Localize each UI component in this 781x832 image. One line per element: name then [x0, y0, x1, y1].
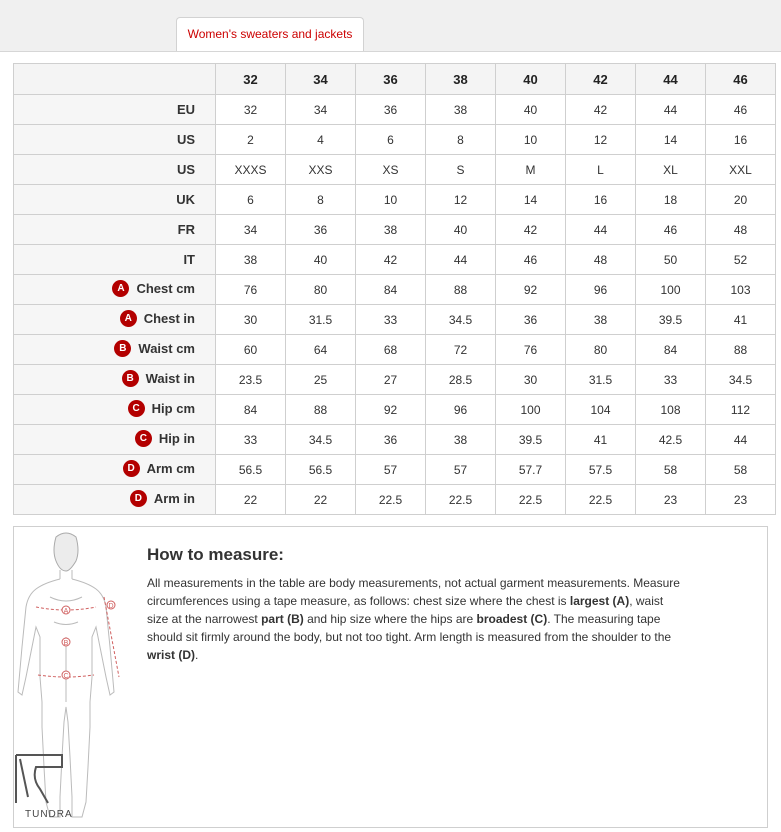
- table-cell: 23.5: [216, 365, 286, 395]
- table-cell: 88: [286, 395, 356, 425]
- table-cell: 76: [496, 335, 566, 365]
- table-cell: 56.5: [286, 455, 356, 485]
- table-cell: 39.5: [636, 305, 706, 335]
- table-cell: 58: [706, 455, 776, 485]
- table-cell: XXS: [286, 155, 356, 185]
- table-cell: 56.5: [216, 455, 286, 485]
- table-cell: 76: [216, 275, 286, 305]
- measurement-badge: A: [120, 310, 137, 327]
- table-cell: 104: [566, 395, 636, 425]
- table-cell: 22.5: [496, 485, 566, 515]
- tundra-logo-text: TUNDRA: [25, 809, 73, 820]
- measurement-badge: C: [135, 430, 152, 447]
- table-cell: 2: [216, 125, 286, 155]
- table-cell: 60: [216, 335, 286, 365]
- table-cell: 33: [216, 425, 286, 455]
- figure-marker-b: B: [63, 640, 69, 647]
- measurement-badge: B: [114, 340, 131, 357]
- how-to-measure-text: [147, 574, 682, 664]
- table-cell: 12: [566, 125, 636, 155]
- row-label: [14, 245, 216, 275]
- table-cell: 32: [216, 95, 286, 125]
- table-cell: 44: [566, 215, 636, 245]
- table-cell: XXXS: [216, 155, 286, 185]
- table-row: [14, 245, 776, 275]
- table-cell: 68: [356, 335, 426, 365]
- table-cell: 18: [636, 185, 706, 215]
- table-cell: 10: [356, 185, 426, 215]
- table-cell: 22.5: [566, 485, 636, 515]
- table-cell: 100: [636, 275, 706, 305]
- row-label: [14, 365, 216, 395]
- size-column-header: 46: [706, 64, 776, 95]
- row-label: [14, 425, 216, 455]
- tundra-logo-icon: [16, 755, 62, 803]
- table-cell: 14: [636, 125, 706, 155]
- table-cell: 41: [566, 425, 636, 455]
- measure-text-segment: All measurements in the table are body measurements, not actual garment measurements. Measure circumferences using a tape measure, as follows: chest size where the chest is: [147, 576, 680, 608]
- measurement-badge: D: [123, 460, 140, 477]
- table-row: [14, 335, 776, 365]
- table-cell: 36: [286, 215, 356, 245]
- table-cell: 52: [706, 245, 776, 275]
- table-cell: 23: [636, 485, 706, 515]
- table-cell: 22.5: [426, 485, 496, 515]
- table-cell: 46: [636, 215, 706, 245]
- table-row: [14, 95, 776, 125]
- table-cell: 42: [566, 95, 636, 125]
- measure-text-emphasis: broadest (C): [476, 612, 548, 626]
- table-cell: 30: [216, 305, 286, 335]
- table-cell: 48: [566, 245, 636, 275]
- table-body: [14, 95, 776, 515]
- table-cell: 8: [286, 185, 356, 215]
- table-cell: XL: [636, 155, 706, 185]
- row-label-text: Hip cm: [151, 400, 195, 416]
- row-label: [14, 455, 216, 485]
- table-cell: 38: [426, 95, 496, 125]
- table-cell: 42.5: [636, 425, 706, 455]
- table-row: [14, 215, 776, 245]
- table-cell: 80: [286, 275, 356, 305]
- row-label: [14, 95, 216, 125]
- size-column-header: 34: [286, 64, 356, 95]
- table-cell: 22.5: [356, 485, 426, 515]
- table-cell: 112: [706, 395, 776, 425]
- table-cell: S: [426, 155, 496, 185]
- table-cell: 46: [706, 95, 776, 125]
- table-corner-cell: [14, 64, 216, 95]
- row-label-text: Chest cm: [136, 280, 195, 296]
- table-cell: 44: [426, 245, 496, 275]
- table-row: [14, 425, 776, 455]
- table-cell: 57.7: [496, 455, 566, 485]
- table-cell: 38: [356, 215, 426, 245]
- table-cell: 27: [356, 365, 426, 395]
- table-cell: XXL: [706, 155, 776, 185]
- size-column-header: 42: [566, 64, 636, 95]
- table-cell: 42: [356, 245, 426, 275]
- table-cell: 38: [216, 245, 286, 275]
- table-cell: 50: [636, 245, 706, 275]
- row-label-text: US: [176, 132, 195, 147]
- row-label: [14, 485, 216, 515]
- table-row: [14, 155, 776, 185]
- table-cell: 34.5: [286, 425, 356, 455]
- row-label: [14, 395, 216, 425]
- table-cell: 28.5: [426, 365, 496, 395]
- table-row: [14, 455, 776, 485]
- table-cell: 44: [706, 425, 776, 455]
- size-column-header: 38: [426, 64, 496, 95]
- table-header-row: [14, 64, 776, 95]
- table-cell: 108: [636, 395, 706, 425]
- table-cell: 34: [216, 215, 286, 245]
- table-cell: 92: [356, 395, 426, 425]
- table-cell: 40: [286, 245, 356, 275]
- table-cell: 80: [566, 335, 636, 365]
- table-cell: 84: [636, 335, 706, 365]
- table-cell: 6: [216, 185, 286, 215]
- measure-text-segment: and hip size where the hips are: [303, 612, 477, 626]
- row-label-text: Arm cm: [146, 460, 195, 476]
- measure-text-segment: .: [195, 648, 199, 662]
- row-label: [14, 305, 216, 335]
- size-column-header: 36: [356, 64, 426, 95]
- table-cell: 39.5: [496, 425, 566, 455]
- tab-womens-sweaters-and-jackets[interactable]: Women's sweaters and jackets: [176, 17, 364, 51]
- row-label-text: US: [176, 162, 195, 177]
- size-column-header: 44: [636, 64, 706, 95]
- row-label-text: Waist cm: [138, 340, 195, 356]
- row-label-text: Chest in: [143, 310, 195, 326]
- row-label-text: IT: [183, 252, 195, 267]
- table-cell: 31.5: [286, 305, 356, 335]
- table-cell: 100: [496, 395, 566, 425]
- table-cell: 36: [356, 95, 426, 125]
- table-cell: 34.5: [706, 365, 776, 395]
- measurement-badge: D: [130, 490, 147, 507]
- table-cell: 16: [566, 185, 636, 215]
- table-cell: 88: [706, 335, 776, 365]
- table-cell: 12: [426, 185, 496, 215]
- table-cell: 88: [426, 275, 496, 305]
- row-label-text: Arm in: [153, 490, 195, 506]
- measure-text-segment: , waist size at the narrowest: [147, 594, 664, 626]
- table-cell: 84: [356, 275, 426, 305]
- measure-text-emphasis: largest (A): [569, 594, 630, 608]
- table-row: [14, 125, 776, 155]
- table-cell: 33: [356, 305, 426, 335]
- table-cell: 34: [286, 95, 356, 125]
- table-cell: 103: [706, 275, 776, 305]
- tab-bar: [0, 0, 781, 52]
- table-cell: 48: [706, 215, 776, 245]
- table-cell: 92: [496, 275, 566, 305]
- table-cell: 30: [496, 365, 566, 395]
- table-cell: 96: [566, 275, 636, 305]
- table-cell: 38: [566, 305, 636, 335]
- size-chart-table: [13, 63, 776, 515]
- row-label: [14, 335, 216, 365]
- row-label: [14, 125, 216, 155]
- table-cell: XS: [356, 155, 426, 185]
- table-row: [14, 365, 776, 395]
- table-cell: 38: [426, 425, 496, 455]
- size-column-header: 32: [216, 64, 286, 95]
- table-cell: 33: [636, 365, 706, 395]
- table-cell: 16: [706, 125, 776, 155]
- figure-marker-a: A: [63, 608, 69, 615]
- table-cell: 6: [356, 125, 426, 155]
- table-row: [14, 275, 776, 305]
- table-cell: M: [496, 155, 566, 185]
- measurement-badge: B: [122, 370, 139, 387]
- table-cell: 44: [636, 95, 706, 125]
- row-label: [14, 275, 216, 305]
- figure-marker-d: D: [108, 603, 114, 610]
- table-cell: 96: [426, 395, 496, 425]
- table-cell: 72: [426, 335, 496, 365]
- table-cell: 36: [356, 425, 426, 455]
- table-cell: 25: [286, 365, 356, 395]
- table-row: [14, 485, 776, 515]
- table-row: [14, 185, 776, 215]
- table-cell: 14: [496, 185, 566, 215]
- how-to-measure-title: How to measure:: [147, 545, 284, 564]
- row-label: [14, 155, 216, 185]
- table-cell: 10: [496, 125, 566, 155]
- table-cell: 46: [496, 245, 566, 275]
- measure-text-emphasis: part (B): [261, 612, 304, 626]
- body-measurement-figure: [14, 527, 144, 827]
- table-cell: 31.5: [566, 365, 636, 395]
- row-label: [14, 185, 216, 215]
- measurement-badge: C: [128, 400, 145, 417]
- measurement-badge: A: [112, 280, 129, 297]
- row-label-text: FR: [177, 222, 195, 237]
- row-label: [14, 215, 216, 245]
- measure-text-segment: . The measuring tape should sit firmly around the body, but not too tight. Arm length is measured from the shoulder to the: [147, 612, 672, 644]
- table-cell: 8: [426, 125, 496, 155]
- table-cell: 34.5: [426, 305, 496, 335]
- table-cell: 4: [286, 125, 356, 155]
- how-to-measure-panel: [13, 526, 768, 828]
- table-cell: 64: [286, 335, 356, 365]
- row-label-text: UK: [176, 192, 195, 207]
- size-column-header: 40: [496, 64, 566, 95]
- table-cell: 22: [286, 485, 356, 515]
- table-cell: 57: [356, 455, 426, 485]
- table-cell: 20: [706, 185, 776, 215]
- row-label-text: Hip in: [158, 430, 195, 446]
- row-label-text: Waist in: [145, 370, 195, 386]
- table-cell: 84: [216, 395, 286, 425]
- table-cell: 40: [426, 215, 496, 245]
- table-cell: 41: [706, 305, 776, 335]
- table-cell: 40: [496, 95, 566, 125]
- table-row: [14, 305, 776, 335]
- measure-text-emphasis: wrist (D): [147, 648, 195, 662]
- table-cell: 23: [706, 485, 776, 515]
- table-cell: 22: [216, 485, 286, 515]
- table-cell: 36: [496, 305, 566, 335]
- table-cell: 42: [496, 215, 566, 245]
- table-cell: 58: [636, 455, 706, 485]
- table-cell: L: [566, 155, 636, 185]
- table-cell: 57: [426, 455, 496, 485]
- table-row: [14, 395, 776, 425]
- row-label-text: EU: [176, 102, 195, 117]
- figure-marker-c: C: [63, 673, 69, 680]
- table-cell: 57.5: [566, 455, 636, 485]
